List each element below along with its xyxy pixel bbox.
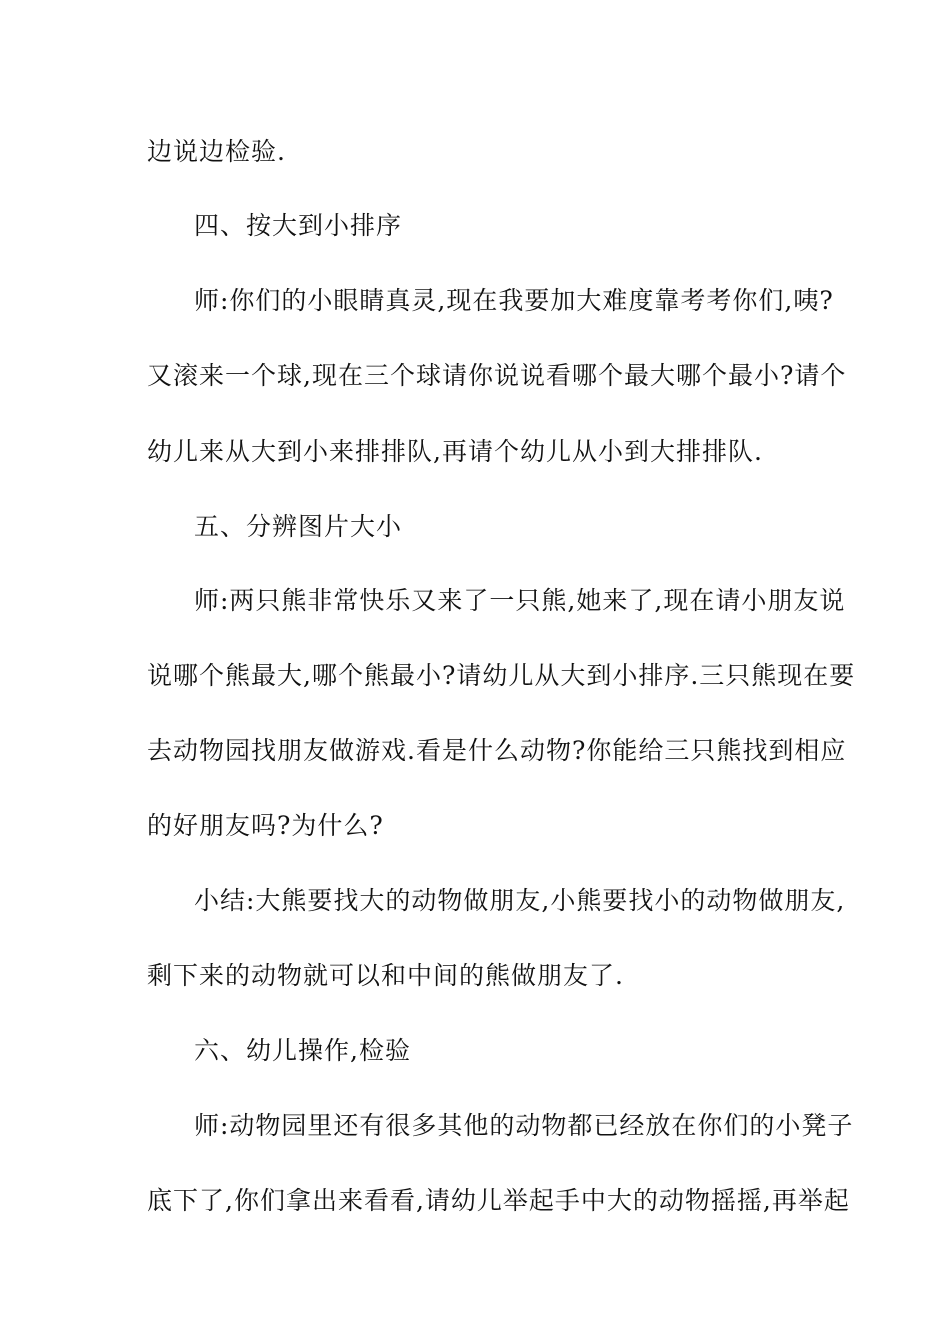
text-line-10: 的好朋友吗?为什么? — [147, 811, 384, 840]
text-line-4: 又滚来一个球,现在三个球请你说说看哪个最大哪个最小?请个 — [147, 361, 847, 390]
text-line-3: 师:你们的小眼睛真灵,现在我要加大难度靠考考你们,咦? — [194, 286, 834, 315]
text-line-1: 边说边检验. — [147, 137, 286, 166]
text-line-5: 幼儿来从大到小来排排队,再请个幼儿从小到大排排队. — [147, 437, 763, 466]
text-line-8: 说哪个熊最大,哪个熊最小?请幼儿从大到小排序.三只熊现在要 — [147, 661, 856, 690]
section-heading-5: 五、分辨图片大小 — [194, 512, 403, 541]
section-heading-4: 四、按大到小排序 — [194, 211, 403, 240]
text-line-15: 底下了,你们拿出来看看,请幼儿举起手中大的动物摇摇,再举起 — [147, 1186, 850, 1215]
section-heading-6: 六、幼儿操作,检验 — [194, 1036, 411, 1065]
text-line-14: 师:动物园里还有很多其他的动物都已经放在你们的小凳子 — [194, 1111, 854, 1140]
summary-line-1: 小结:大熊要找大的动物做朋友,小熊要找小的动物做朋友, — [194, 886, 846, 915]
text-line-7: 师:两只熊非常快乐又来了一只熊,她来了,现在请小朋友说 — [194, 586, 846, 615]
text-line-9: 去动物园找朋友做游戏.看是什么动物?你能给三只熊找到相应 — [147, 736, 847, 765]
summary-line-2: 剩下来的动物就可以和中间的熊做朋友了. — [147, 961, 624, 990]
